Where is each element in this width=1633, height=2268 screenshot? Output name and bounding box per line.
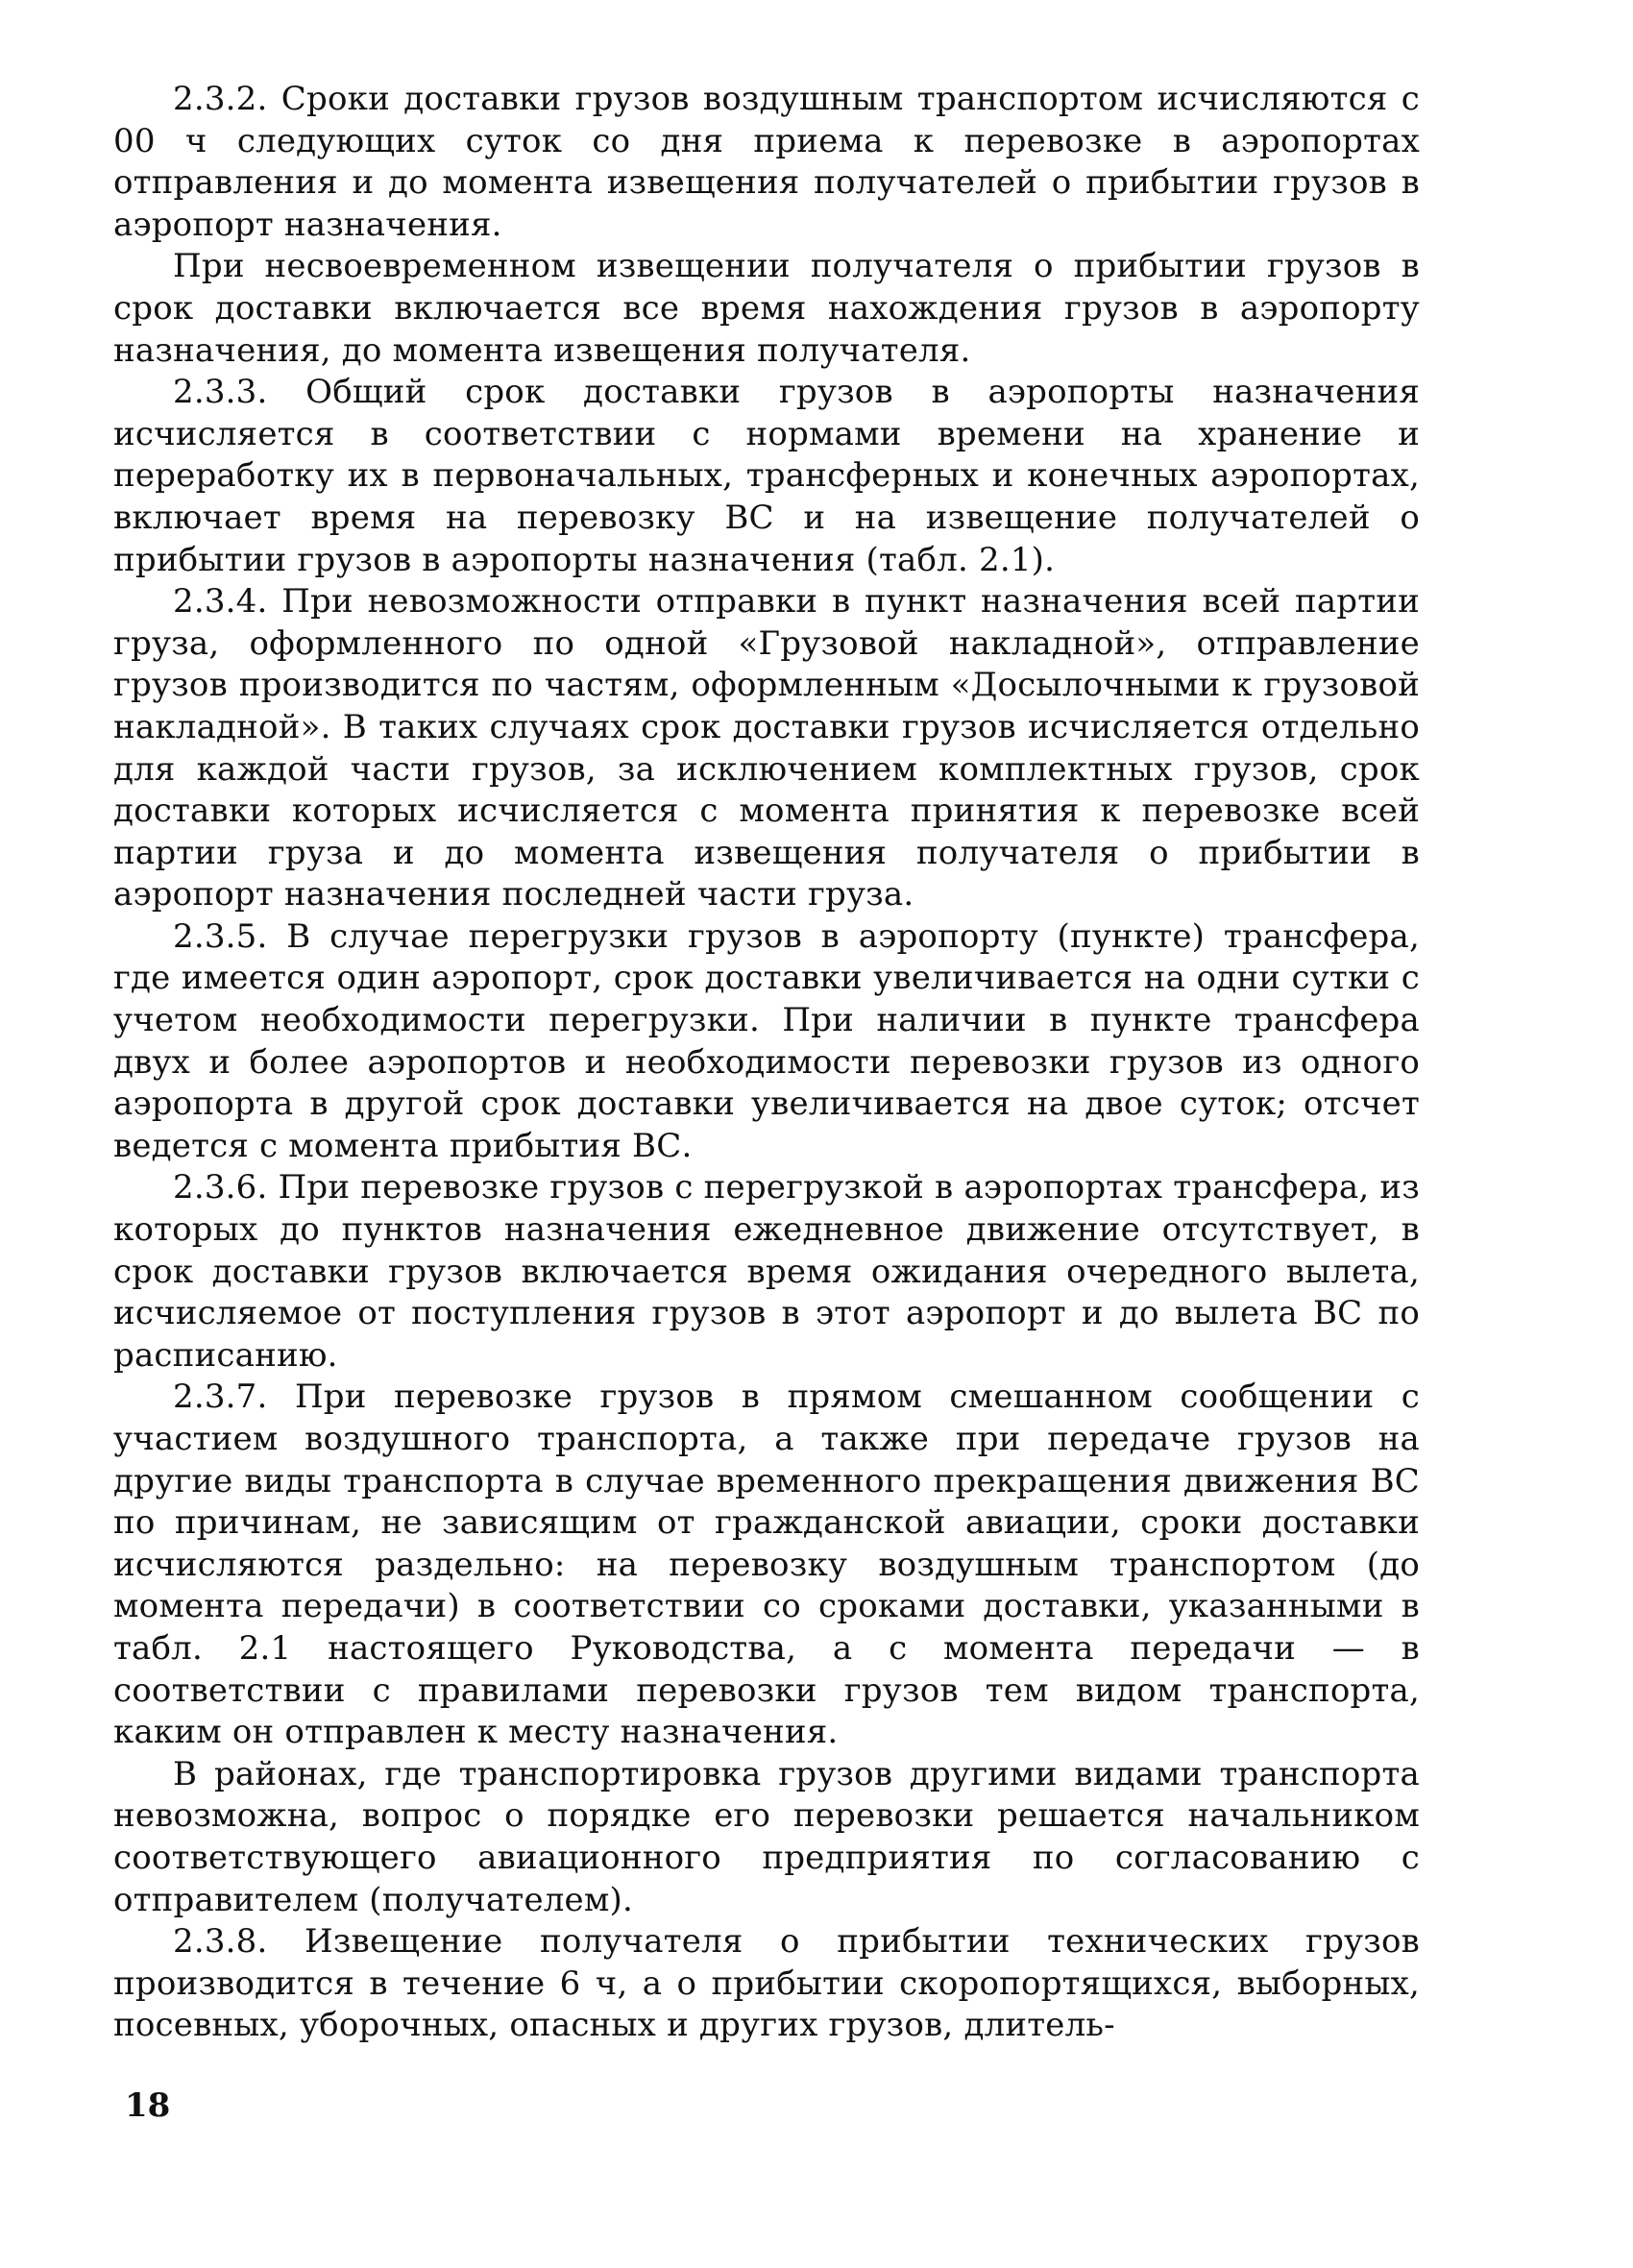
paragraph-2-3-5: 2.3.5. В случае перегрузки грузов в аэропорту (пункте) трансфера, где имеется один аэропорт, срок доставки увеличивается на одни сутки с учетом необходимости перегрузки. При наличии в пункте трансфера двух и более аэропортов и необходимости перевозки грузов из одного аэропорта в другой срок доставки увеличивается на двое суток; отсчет ведется с момента прибытия ВС. <box>113 916 1420 1165</box>
paragraph-late-notice: При несвоевременном извещении получателя о прибытии грузов в срок доставки включается все время нахождения грузов в аэропорту назначения, до момента извещения получателя. <box>113 247 1420 370</box>
paragraph-2-3-8: 2.3.8. Извещение получателя о прибытии технических грузов производится в течение 6 ч, а о прибытии скоропортящихся, выборных, посевных, уборочных, опасных и других грузов, длитель- <box>113 1922 1420 2045</box>
paragraph-2-3-2: 2.3.2. Сроки доставки грузов воздушным транспортом исчисляются с 00 ч следующих суток со дня приема к перевозке в аэропортах отправления и до момента извещения получателей о прибытии грузов в аэропорт назначения. <box>113 80 1420 244</box>
paragraph-2-3-4: 2.3.4. При невозможности отправки в пункт назначения всей партии груза, оформленного по одной «Грузовой накладной», отправление грузов производится по частям, оформленным «Досылочными к грузовой накладной». В таких случаях срок доставки грузов исчисляется отдельно для каждой части грузов, за исключением комплектных грузов, срок доставки которых исчисляется с момента принятия к перевозке всей партии груза и до момента извещения получателя о прибытии в аэропорт назначения последней части груза. <box>113 582 1420 915</box>
paragraph-2-3-6: 2.3.6. При перевозке грузов с перегрузкой в аэропортах трансфера, из которых до пунктов назначения ежедневное движение отсутствует, в срок доставки грузов включается время ожидания очередного вылета, исчисляемое от поступления грузов в этот аэропорт и до вылета ВС по расписанию. <box>113 1168 1420 1375</box>
paragraph-regions: В районах, где транспортировка грузов другими видами транспорта невозможна, вопрос о порядке его перевозки решается начальником соответствующего авиационного предприятия по согласованию с отправителем (получателем). <box>113 1754 1420 1919</box>
page-number: 18 <box>125 2086 171 2125</box>
body-text <box>113 79 1420 2047</box>
paragraph-2-3-3: 2.3.3. Общий срок доставки грузов в аэропорты назначения исчисляется в соответствии с нормами времени на хранение и переработку их в первоначальных, трансферных и конечных аэропортах, включает время на перевозку ВС и на извещение получателей о прибытии грузов в аэропорты назначения (табл. 2.1). <box>113 373 1420 579</box>
paragraph-2-3-7: 2.3.7. При перевозке грузов в прямом смешанном сообщении с участием воздушного транспорта, а также при передаче грузов на другие виды транспорта в случае временного прекращения движения ВС по причинам, не зависящим от гражданской авиации, сроки доставки исчисляются раздельно: на перевозку воздушным транспортом (до момента передачи) в соответствии со сроками доставки, указанными в табл. 2.1 настоящего Руководства, а с момента передачи — в соответствии с правилами перевозки грузов тем видом транспорта, каким он отправлен к месту назначения. <box>113 1378 1420 1752</box>
